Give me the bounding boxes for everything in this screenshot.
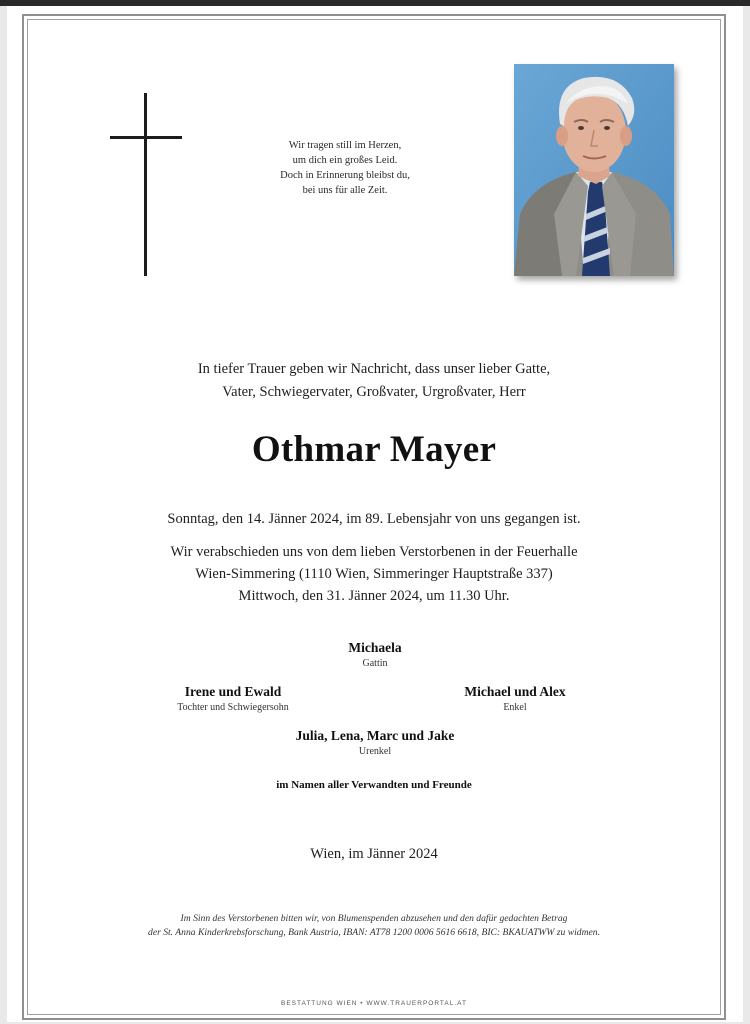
mourner-relation: Urenkel <box>358 746 392 757</box>
mourner-grandchildren <box>395 683 635 715</box>
ceremony-line: Mittwoch, den 31. Jänner 2024, um 11.30 Uhr. <box>238 588 510 604</box>
poem-line: Doch in Erinnerung bleibst du, <box>280 170 410 181</box>
mourner-relation: Enkel <box>503 702 527 713</box>
ceremony-details <box>27 541 721 607</box>
intro-line: In tiefer Trauer geben wir Nachricht, dass unser lieber Gatte, <box>197 361 551 377</box>
passing-date: Sonntag, den 14. Jänner 2024, im 89. Lebensjahr von uns gegangen ist. <box>167 511 581 527</box>
publisher-footer: BESTATTUNG WIEN • WWW.TRAUERPORTAL.AT <box>280 1000 467 1007</box>
mourner-spouse <box>255 639 495 671</box>
mourner-great-grandchildren <box>255 727 495 759</box>
mourner-name: Michaela <box>348 640 402 655</box>
poem-line: bei uns für alle Zeit. <box>302 185 388 196</box>
family-note: im Namen aller Verwandten und Freunde <box>276 779 472 791</box>
donation-line: Im Sinn des Verstorbenen bitten wir, von Blumenspenden abzusehen und den dafür gedachten Betrag <box>180 913 568 924</box>
poem-line: Wir tragen still im Herzen, <box>288 140 402 151</box>
mourner-relation: Tochter und Schwiegersohn <box>177 702 289 713</box>
mourner-name: Julia, Lena, Marc und Jake <box>295 728 455 743</box>
cross-icon <box>110 93 182 276</box>
announcement-intro <box>27 358 721 404</box>
place-date: Wien, im Jänner 2024 <box>310 846 438 862</box>
mourner-name: Michael und Alex <box>464 684 566 699</box>
ceremony-line: Wir verabschieden uns von dem lieben Verstorbenen in der Feuerhalle <box>170 544 578 560</box>
donation-line: der St. Anna Kinderkrebsforschung, Bank Austria, IBAN: AT78 1200 0006 5616 6618, BIC: BKAUATWW zu widmen. <box>148 927 600 938</box>
mourner-name: Irene und Ewald <box>184 684 282 699</box>
donation-request <box>27 912 721 940</box>
memorial-poem <box>250 138 440 198</box>
poem-line: um dich ein großes Leid. <box>292 155 398 166</box>
mourner-children <box>113 683 353 715</box>
deceased-name: Othmar Mayer <box>251 429 497 470</box>
intro-line: Vater, Schwiegervater, Großvater, Urgroßvater, Herr <box>222 384 526 400</box>
portrait-photo <box>514 64 674 276</box>
mourner-relation: Gattin <box>362 658 388 669</box>
ceremony-line: Wien-Simmering (1110 Wien, Simmeringer Hauptstraße 337) <box>195 566 553 582</box>
